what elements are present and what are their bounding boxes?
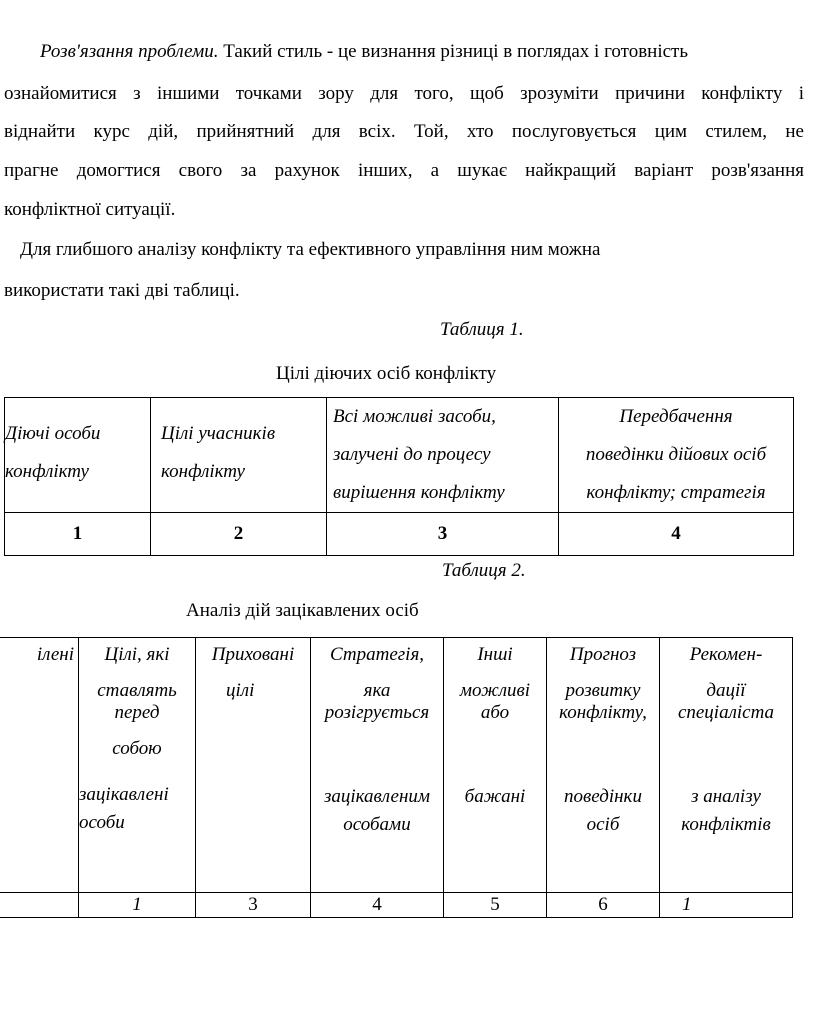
paragraph-1-line-2: ознайомитися з іншими точками зору для того, щоб зрозуміти причини конфлікту і <box>4 83 804 104</box>
header-text: конфлікту <box>5 461 89 482</box>
header-text: розвитку <box>565 680 641 701</box>
table-1-label: Таблиця 1. <box>440 319 524 340</box>
table-1-header-cell-2 <box>151 398 327 513</box>
header-text: собою <box>112 738 162 759</box>
header-text: перед <box>114 702 160 723</box>
header-text: вирішення конфлікту <box>333 482 505 503</box>
table-2-title: Аналіз дій зацікавлених осіб <box>186 600 419 621</box>
table-1-number-cell: 3 <box>327 513 559 556</box>
header-text: Прогноз <box>569 644 637 665</box>
header-text: конфліктів <box>681 814 771 835</box>
paragraph-1-line-4: прагне домогтися свого за рахунок інших, а шукає найкращий варіант розв'язання <box>4 160 804 181</box>
header-text: Стратегія, <box>329 644 425 665</box>
header-text: залучені до процесу <box>333 444 491 465</box>
paragraph-2-line-2: використати такі дві таблиці. <box>4 280 240 301</box>
table-2-header-cell-5 <box>444 638 547 893</box>
table-2-header-cell-2 <box>79 638 196 893</box>
header-text: спеціаліста <box>677 702 775 723</box>
header-text: Цілі учасників <box>161 423 276 444</box>
table-1 <box>4 397 794 556</box>
header-text: бажані <box>464 786 526 807</box>
header-text: зацікавленим <box>323 786 431 807</box>
header-text: Інші <box>477 644 513 665</box>
header-text: конфлікту <box>161 461 245 482</box>
table-2-header-row <box>0 638 793 893</box>
table-1-header-cell-4 <box>559 398 794 513</box>
paragraph-1-line-5: конфліктної ситуації. <box>4 199 176 220</box>
header-text: Всі можливі засоби, <box>333 406 496 427</box>
table-2-label: Таблиця 2. <box>442 560 526 581</box>
table-2-header-cell-3 <box>196 638 311 893</box>
header-text: поведінки <box>564 786 642 807</box>
table-2-number-row <box>0 893 793 918</box>
paragraph-1-line-1 <box>40 40 688 64</box>
header-text: ставлять <box>97 680 177 701</box>
header-text: осіб <box>586 814 620 835</box>
header-text: зацікавлені <box>79 784 169 805</box>
table-2 <box>0 637 793 918</box>
table-1-header-row <box>5 398 794 513</box>
table-2-number-cell: 3 <box>196 893 311 918</box>
header-text: розігрується <box>324 702 430 723</box>
table-1-number-cell: 2 <box>151 513 327 556</box>
table-2-number-cell: 1 <box>79 893 196 918</box>
header-text: або <box>480 702 510 723</box>
table-2-header-cell-4 <box>311 638 444 893</box>
table-2-number-cell: 5 <box>444 893 547 918</box>
header-text: конфлікту, <box>559 702 647 723</box>
header-text: конфлікту; стратегія <box>586 482 766 503</box>
table-2-header-cell-6 <box>547 638 660 893</box>
header-text: дації <box>706 680 746 701</box>
header-text: яка <box>363 680 391 701</box>
header-text: Рекомен- <box>689 644 763 665</box>
table-1-header-cell-3 <box>327 398 559 513</box>
paragraph-2-line-1: Для глибшого аналізу конфлікту та ефективного управління ним можна <box>20 239 601 260</box>
table-2-header-cell-1 <box>0 638 79 893</box>
table-2-number-cell: 6 <box>547 893 660 918</box>
table-2-header-cell-7 <box>660 638 793 893</box>
header-text: поведінки дійових осіб <box>585 444 767 465</box>
header-text: цілі <box>226 680 255 701</box>
table-1-title: Цілі діючих осіб конфлікту <box>276 363 497 384</box>
header-text: Приховані <box>211 644 295 665</box>
table-1-number-cell: 1 <box>5 513 151 556</box>
table-1-number-cell: 4 <box>559 513 794 556</box>
table-1-number-row <box>5 513 794 556</box>
table-2-number-cell: 1 <box>660 893 793 918</box>
header-text: особи <box>79 812 125 833</box>
paragraph-1-lead: Розв'язання проблеми. <box>40 41 219 62</box>
table-2-number-cell <box>0 893 79 918</box>
header-text: Передбачення <box>619 406 733 427</box>
header-text: особами <box>343 814 411 835</box>
table-1-header-cell-1 <box>5 398 151 513</box>
header-text: Цілі, які <box>104 644 170 665</box>
header-text: Діючі особи <box>5 423 101 444</box>
header-text: можливі <box>459 680 531 701</box>
table-2-number-cell: 4 <box>311 893 444 918</box>
paragraph-1-line-3: віднайти курс дій, прийнятний для всіх. Той, хто послуговується цим стилем, не <box>4 121 804 142</box>
header-text: ілені <box>36 644 74 665</box>
header-text: з аналізу <box>691 786 761 807</box>
paragraph-1-line-1-text: Такий стиль - це визнання різниці в поглядах і готовність <box>218 41 689 62</box>
